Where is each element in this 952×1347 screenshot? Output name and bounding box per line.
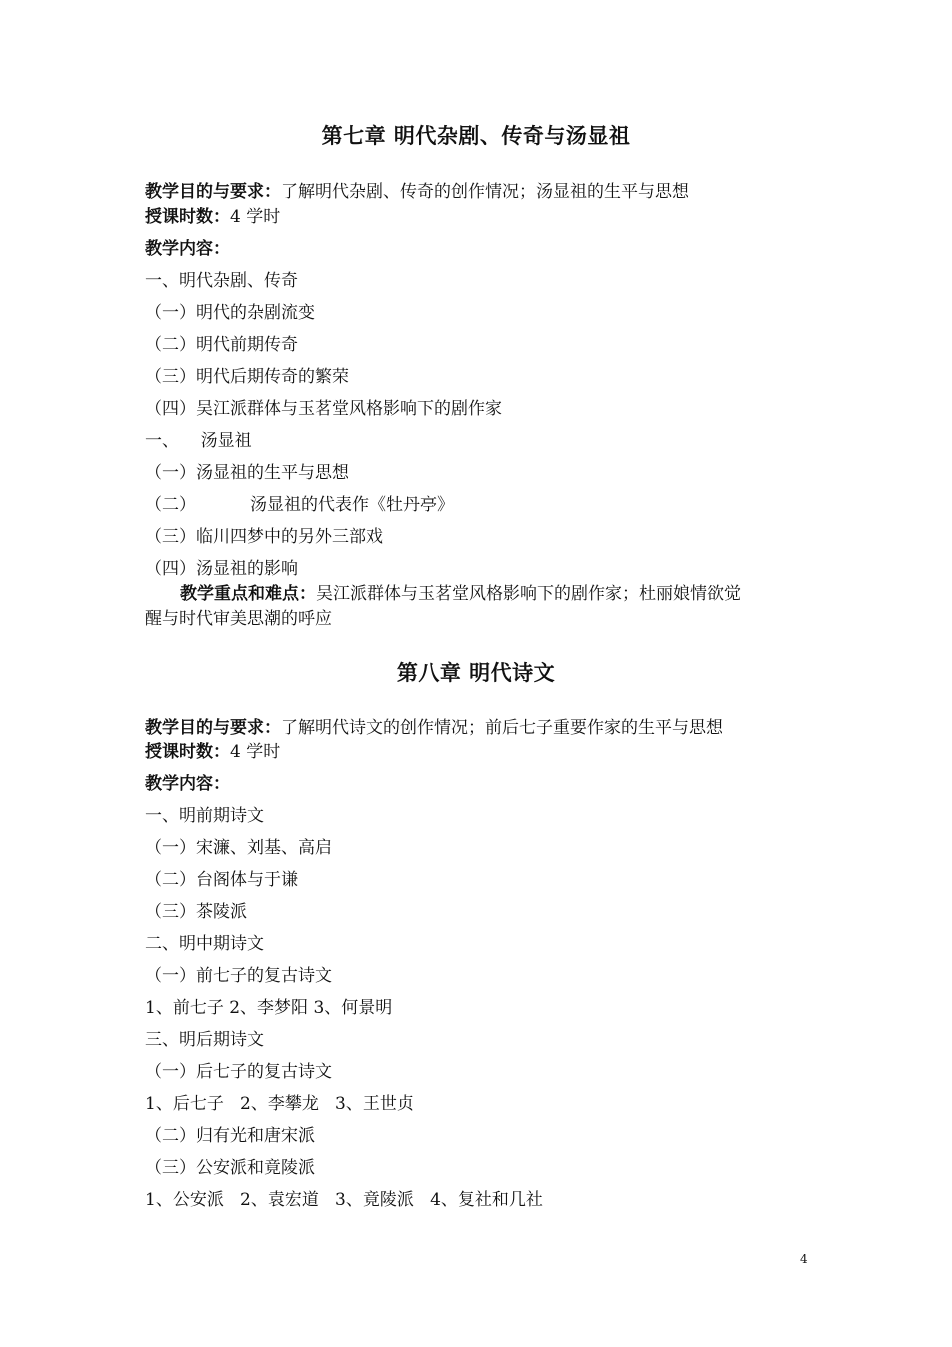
- chapter-8-hours: [145, 741, 280, 763]
- key-text-line1: 吴江派群体与玉茗堂风格影响下的剧作家；杜丽娘情欲觉: [316, 584, 741, 604]
- outline-item: （二）归有光和唐宋派: [145, 1126, 315, 1146]
- outline-item: （一）宋濂、刘基、高启: [145, 838, 332, 858]
- outline-item: （一）后七子的复古诗文: [145, 1062, 332, 1082]
- outline-item: （一）汤显祖的生平与思想: [145, 463, 349, 483]
- outline-item: 二、明中期诗文: [145, 934, 264, 954]
- outline-item: （二）明代前期传奇: [145, 335, 298, 355]
- outline-item: （二） 汤显祖的代表作《牡丹亭》: [145, 495, 455, 515]
- outline-item: 1、前七子 2、李梦阳 3、何景明: [145, 998, 393, 1018]
- goal-text: 了解明代诗文的创作情况；前后七子重要作家的生平与思想: [281, 718, 723, 738]
- chapter-7-content-label: 教学内容：: [145, 239, 230, 259]
- chapter-7-title: 第七章 明代杂剧、传奇与汤显祖: [321, 124, 631, 148]
- outline-item: （三）明代后期传奇的繁荣: [145, 367, 349, 387]
- hours-label: 授课时数：: [145, 742, 230, 762]
- chapter-7-key-points: [180, 583, 741, 605]
- hours-label: 授课时数：: [145, 207, 230, 227]
- chapter-7-hours: [145, 206, 280, 228]
- outline-item: （一）明代的杂剧流变: [145, 303, 315, 323]
- chapter-8-content-label: 教学内容：: [145, 774, 230, 794]
- outline-item: 1、公安派 2、袁宏道 3、竟陵派 4、复社和几社: [145, 1190, 543, 1210]
- hours-text: 4 学时: [230, 207, 281, 227]
- page-number: 4: [800, 1252, 808, 1266]
- goal-label: 教学目的与要求：: [145, 718, 281, 738]
- goal-text: 了解明代杂剧、传奇的创作情况；汤显祖的生平与思想: [281, 182, 689, 202]
- chapter-8-title: 第八章 明代诗文: [396, 661, 556, 685]
- hours-text: 4 学时: [230, 742, 281, 762]
- key-text-line2: 醒与时代审美思潮的呼应: [145, 609, 332, 629]
- key-label: 教学重点和难点：: [180, 584, 316, 604]
- outline-item: （三）临川四梦中的另外三部戏: [145, 527, 383, 547]
- outline-item: （三）茶陵派: [145, 902, 247, 922]
- outline-item: （四）汤显祖的影响: [145, 559, 298, 579]
- outline-item: 一、明代杂剧、传奇: [145, 271, 298, 291]
- goal-label: 教学目的与要求：: [145, 182, 281, 202]
- chapter-8-goal: [145, 717, 723, 739]
- outline-item: （四）吴江派群体与玉茗堂风格影响下的剧作家: [145, 399, 502, 419]
- outline-item: （三）公安派和竟陵派: [145, 1158, 315, 1178]
- outline-item: 一、明前期诗文: [145, 806, 264, 826]
- outline-item: 1、后七子 2、李攀龙 3、王世贞: [145, 1094, 414, 1114]
- chapter-7-goal: [145, 181, 689, 203]
- outline-item: 三、明后期诗文: [145, 1030, 264, 1050]
- outline-item: （一）前七子的复古诗文: [145, 966, 332, 986]
- outline-item: （二）台阁体与于谦: [145, 870, 298, 890]
- outline-item: 一、 汤显祖: [145, 431, 252, 451]
